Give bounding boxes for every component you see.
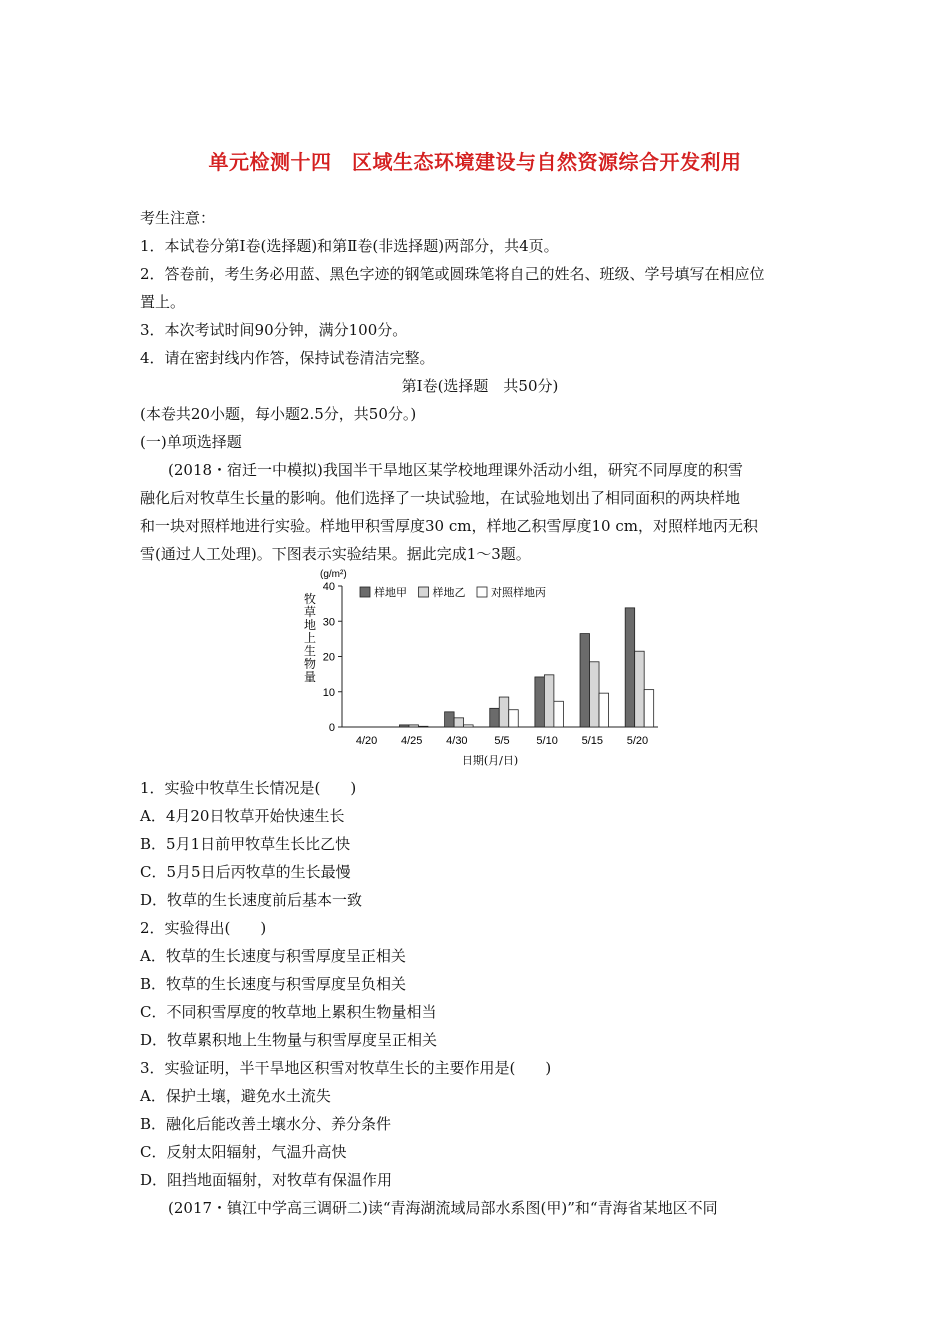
y-tick-label: 20 xyxy=(322,651,335,664)
ylabel-char: 上 xyxy=(303,631,317,645)
chart-xlabel: 日期(月/日) xyxy=(461,754,519,767)
x-tick-label: 4/20 xyxy=(355,735,378,747)
bar xyxy=(399,725,409,727)
bar xyxy=(464,725,474,727)
chart-bars xyxy=(399,608,653,727)
passage-line: 融化后对牧草生长量的影响。他们选择了一块试验地，在试验地划出了相同面积的两块样地 xyxy=(140,489,741,507)
question-line: C．5月5日后丙牧草的生长最慢 xyxy=(140,863,351,881)
notice-heading: 考生注意： xyxy=(140,209,216,227)
ylabel-char: 草 xyxy=(303,605,317,619)
biomass-chart xyxy=(290,566,670,776)
section-note: (本卷共20小题，每小题2.5分，共50分。) xyxy=(140,405,417,423)
bar xyxy=(580,634,590,727)
bar xyxy=(635,651,645,727)
chart-xticks xyxy=(356,735,648,747)
bar xyxy=(454,718,464,727)
bar xyxy=(554,701,564,727)
x-tick-label: 5/15 xyxy=(581,735,603,747)
y-tick-label: 30 xyxy=(322,616,335,629)
legend-label: 对照样地丙 xyxy=(491,586,546,599)
question-line: 3．实验证明，半干旱地区积雪对牧草生长的主要作用是( ) xyxy=(140,1059,552,1077)
ylabel-char: 牧 xyxy=(303,592,317,606)
ylabel-char: 生 xyxy=(303,644,317,658)
bar xyxy=(544,675,554,727)
question-line: B．5月1日前甲牧草生长比乙快 xyxy=(140,835,351,853)
y-tick-label: 40 xyxy=(322,581,335,593)
ylabel-char: 物 xyxy=(303,657,317,671)
question-line: C．反射太阳辐射，气温升高快 xyxy=(140,1143,347,1161)
passage-line: (2018・宿迁一中模拟)我国半干旱地区某学校地理课外活动小组，研究不同厚度的积雪 xyxy=(168,461,743,479)
x-tick-label: 5/5 xyxy=(494,735,510,747)
legend-swatch xyxy=(360,587,370,597)
bar xyxy=(409,725,419,727)
bar xyxy=(490,708,500,727)
y-tick-label: 10 xyxy=(322,686,335,699)
ylabel-char: 量 xyxy=(303,670,317,684)
question-line: B．牧草的生长速度与积雪厚度呈负相关 xyxy=(140,975,407,993)
question-line: A．4月20日牧草开始快速生长 xyxy=(140,807,345,825)
question-line: D．阻挡地面辐射，对牧草有保温作用 xyxy=(140,1171,393,1189)
bar xyxy=(418,726,428,727)
legend-label: 样地乙 xyxy=(432,586,466,599)
notice-item: 置上。 xyxy=(140,293,186,311)
legend-swatch xyxy=(419,587,429,597)
bar xyxy=(644,690,654,727)
chart-unit: (g/m²) xyxy=(320,569,347,580)
next-passage-line: (2017・镇江中学高三调研二)读“青海湖流域局部水系图(甲)”和“青海省某地区不同 xyxy=(168,1199,718,1217)
page-title: 单元检测十四 区域生态环境建设与自然资源综合开发利用 xyxy=(208,150,742,174)
notice-item: 2．答卷前，考生务必用蓝、黑色字迹的钢笔或圆珠笔将自己的姓名、班级、学号填写在相应位 xyxy=(140,265,765,283)
notice-item: 1．本试卷分第Ⅰ卷(选择题)和第Ⅱ卷(非选择题)两部分，共4页。 xyxy=(140,237,559,255)
x-tick-label: 4/30 xyxy=(446,735,468,747)
x-tick-label: 5/10 xyxy=(536,735,558,747)
bar xyxy=(625,608,635,727)
question-line: A．牧草的生长速度与积雪厚度呈正相关 xyxy=(140,947,406,965)
question-line: C．不同积雪厚度的牧草地上累积生物量相当 xyxy=(140,1003,437,1021)
notice-item: 4．请在密封线内作答，保持试卷清洁完整。 xyxy=(140,349,435,367)
x-tick-label: 5/20 xyxy=(626,735,649,747)
notice-item: 3．本次考试时间90分钟，满分100分。 xyxy=(140,321,408,339)
y-tick-label: 0 xyxy=(328,722,335,734)
question-line: D．牧草的生长速度前后基本一致 xyxy=(140,891,363,909)
bar xyxy=(499,697,509,727)
legend-label: 样地甲 xyxy=(374,586,407,599)
bar xyxy=(535,677,545,727)
question-line: D．牧草累积地上生物量与积雪厚度呈正相关 xyxy=(140,1031,438,1049)
chart-ylabel xyxy=(304,591,316,684)
ylabel-char: 地 xyxy=(303,618,317,632)
passage-line: 雪(通过人工处理)。下图表示实验结果。据此完成1～3题。 xyxy=(140,545,531,563)
bar xyxy=(445,712,455,727)
part-title: (一)单项选择题 xyxy=(140,433,242,451)
passage-line: 和一块对照样地进行实验。样地甲积雪厚度30 cm，样地乙积雪厚度10 cm，对照样地丙无积 xyxy=(140,517,758,535)
section-title: 第Ⅰ卷(选择题 共50分) xyxy=(401,377,559,395)
question-line: 1．实验中牧草生长情况是( ) xyxy=(140,779,357,797)
bar xyxy=(599,693,609,727)
bar xyxy=(509,710,519,727)
bar xyxy=(590,662,600,727)
question-line: A．保护土壤，避免水土流失 xyxy=(140,1087,331,1105)
chart-svg xyxy=(290,566,670,776)
question-line: 2．实验得出( ) xyxy=(140,919,267,937)
x-tick-label: 4/25 xyxy=(401,735,423,747)
legend-swatch xyxy=(477,587,487,597)
chart-legend xyxy=(360,585,546,599)
question-line: B．融化后能改善土壤水分、养分条件 xyxy=(140,1115,392,1133)
